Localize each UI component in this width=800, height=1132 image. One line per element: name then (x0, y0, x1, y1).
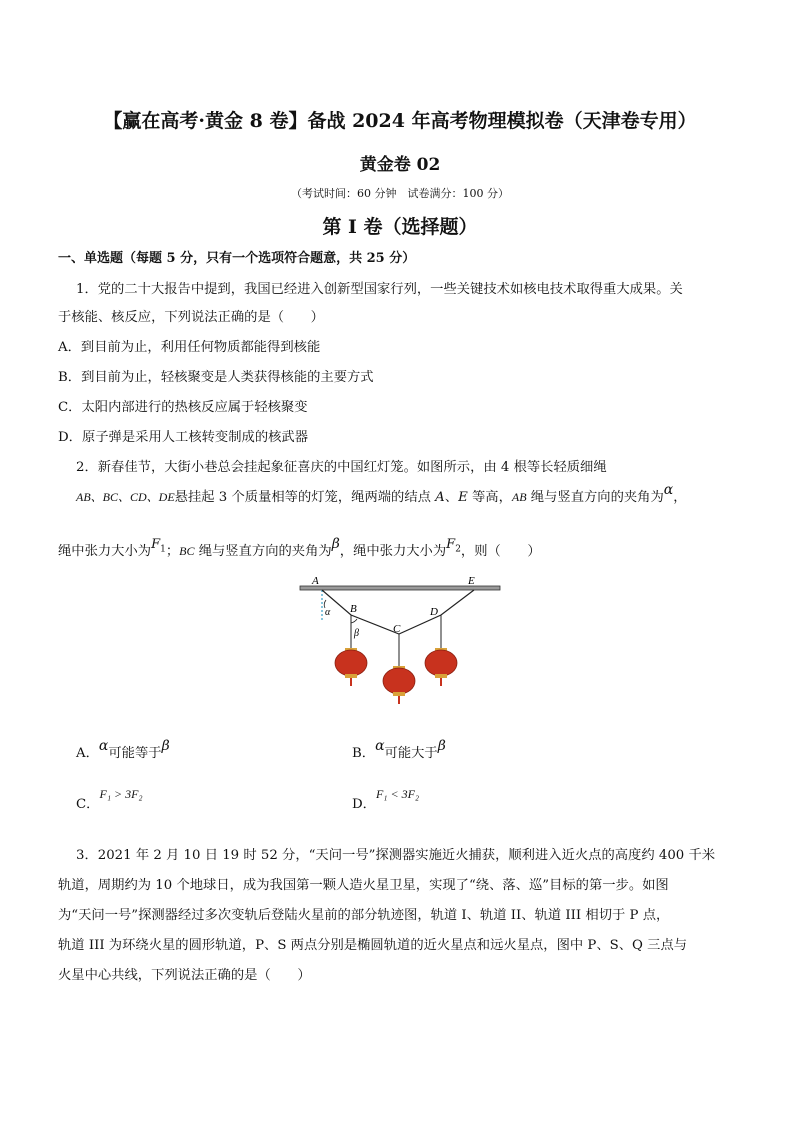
q3-line4: 轨道 III 为环绕火星的圆形轨道，P、S 两点分别是椭圆轨道的近火星点和远火星点，图中 P、S、Q 三点与 (58, 938, 688, 953)
q1-option-a: A．到目前为止，利用任何物质都能得到核能 (58, 340, 321, 355)
q2-option-b: B．α可能大于β (352, 738, 446, 761)
exam-subtitle: 黄金卷 02 (359, 155, 441, 175)
q2-option-d: D．F₁ < 3F₂ (352, 787, 420, 812)
q2-line3: 绳中张力大小为$F_1$；BC 绳与竖直方向的夹角为β，绳中张力大小为$F_2$，则（ ） (58, 536, 541, 559)
q1-option-d: D．原子弹是采用人工核转变制成的核武器 (58, 430, 309, 445)
q2-option-c: C．F₁ > 3F₂ (76, 787, 143, 812)
q1-option-b: B．到目前为止，轻核聚变是人类获得核能的主要方式 (58, 370, 374, 385)
q1-line2: 于核能、核反应，下列说法正确的是（ ） (58, 310, 324, 325)
exam-meta: （考试时间：60 分钟 试卷满分：100 分） (291, 187, 509, 200)
q3-line2: 轨道，周期约为 10 个地球日，成为我国第一颗人造火星卫星，实现了“绕、落、巡”目标的第一步。如图 (58, 878, 669, 893)
q2-line2: AB、BC、CD、DE悬挂起 3 个质量相等的灯笼，绳两端的结点 A、E 等高，AB 绳与竖直方向的夹角为α， (76, 482, 687, 505)
q2-ropes: AB、BC、CD、DE (76, 490, 175, 504)
part-heading: 一、单选题（每题 5 分，只有一个选项符合题意，共 25 分） (58, 251, 416, 266)
q2-line1: 2．新春佳节，大街小巷总会挂起象征喜庆的中国红灯笼。如图所示，由 4 根等长轻质细绳 (76, 460, 607, 475)
lantern-d (425, 648, 457, 686)
q1-option-c: C．太阳内部进行的热核反应属于轻核聚变 (58, 400, 308, 415)
label-b: B (350, 603, 357, 615)
lantern-figure (296, 570, 506, 710)
section-title: 第 I 卷（选择题） (322, 216, 478, 238)
q3-line1: 3．2021 年 2 月 10 日 19 时 52 分，“天问一号”探测器实施近火捕获，顺利进入近火点的高度约 400 千米 (76, 848, 716, 863)
label-d: D (430, 606, 438, 618)
beta-arc (351, 619, 357, 623)
label-c: C (393, 623, 401, 635)
q1-line1: 1．党的二十大报告中提到，我国已经进入创新型国家行列，一些关键技术如核电技术取得重大成果。关 (76, 282, 683, 297)
q3-line5: 火星中心共线，下列说法正确的是（ ） (58, 968, 311, 983)
label-beta: β (354, 628, 359, 639)
label-e: E (468, 575, 475, 587)
q2-option-a: A．α可能等于β (76, 738, 170, 761)
exam-title: 【赢在高考·黄金 8 卷】备战 2024 年高考物理模拟卷（天津卷专用） (103, 110, 697, 132)
q3-line3: 为“天问一号”探测器经过多次变轨后登陆火星前的部分轨迹图，轨道 I、轨道 II、轨道 III 相切于 P 点， (58, 908, 670, 923)
label-a: A (312, 575, 319, 587)
label-alpha: α (325, 607, 331, 618)
lantern-b (335, 648, 367, 686)
lantern-c (383, 666, 415, 704)
